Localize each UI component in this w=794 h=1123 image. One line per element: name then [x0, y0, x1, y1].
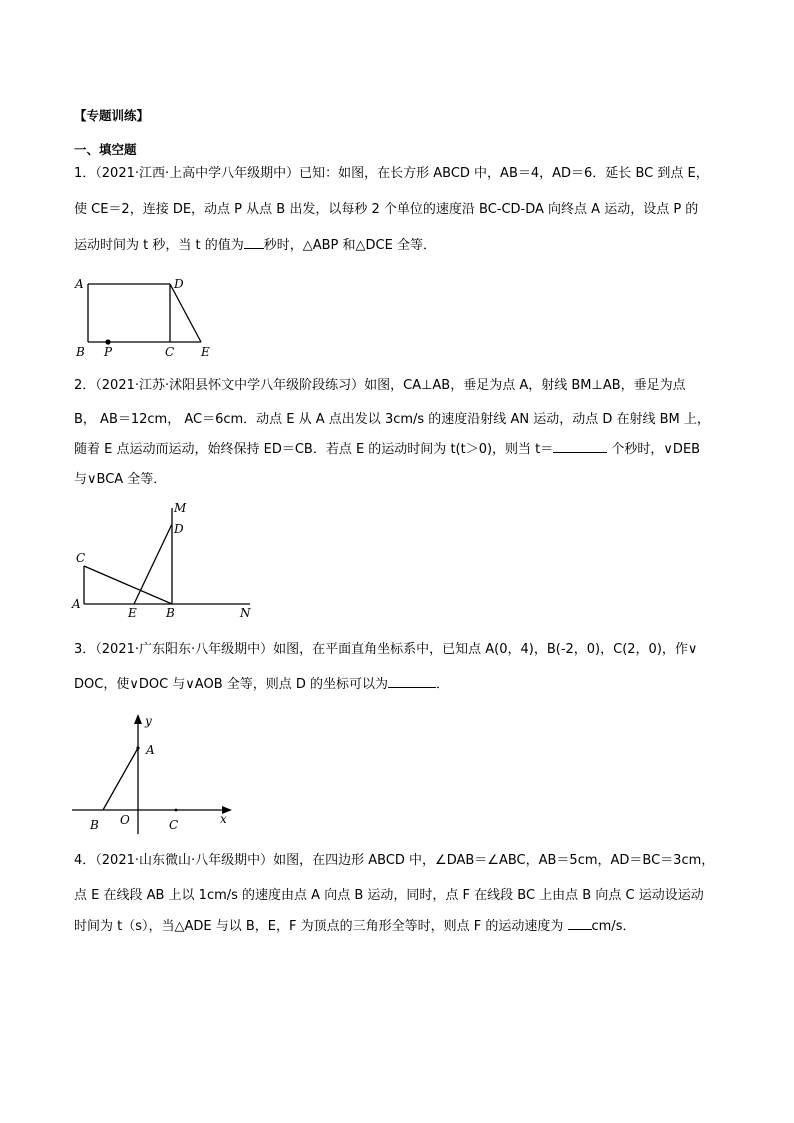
- q1-label-e: E: [201, 345, 210, 359]
- section-title: 一、填空题: [74, 142, 137, 157]
- q2-label-d: D: [174, 522, 184, 536]
- q1-label-a: A: [75, 277, 84, 291]
- q3-answer-blank[interactable]: [388, 687, 436, 688]
- q3-line2-end: ．: [436, 677, 450, 692]
- q2-label-n: N: [240, 606, 251, 620]
- q2-label-b: B: [166, 606, 175, 620]
- q2-label-e: E: [128, 606, 137, 620]
- q1-label-b: B: [76, 345, 85, 359]
- q3-label-b: B: [90, 818, 99, 832]
- q4-answer-blank[interactable]: [568, 929, 592, 930]
- q3-line1: 3．（2021·广东阳东·八年级期中）如图，在平面直角坐标系中，已知点 A(0，4)，B(-2，0)，C(2，0)，作∨: [74, 642, 698, 657]
- q1-answer-blank[interactable]: [244, 248, 264, 249]
- q2-line3: [74, 441, 700, 459]
- q2-line3-end: 个秒时，∨DEB: [607, 442, 701, 457]
- q4-line3-end: cm/s．: [591, 919, 636, 934]
- q2-line4: 与∨BCA 全等．: [74, 472, 167, 487]
- q3-label-a: A: [146, 743, 155, 757]
- q3-line2: [74, 676, 449, 694]
- q1-line1: 1．（2021·江西·上高中学八年级期中）已知：如图，在长方形 ABCD 中，AB＝4，AD＝6．延长 BC 到点 E，: [74, 166, 709, 181]
- q3-coordinate-figure: [66, 708, 246, 840]
- q1-line3-end: 秒时，△ABP 和△DCE 全等．: [263, 238, 436, 253]
- q3-line2-start: DOC，使∨DOC 与∨AOB 全等，则点 D 的坐标可以为: [74, 677, 389, 692]
- worksheet-header: 【专题训练】: [74, 108, 150, 123]
- q1-line3: [74, 237, 436, 255]
- q2-line3-start: 随着 E 点运动而运动，始终保持 ED＝CB．若点 E 的运动时间为 t(t＞0)，则当 t＝: [74, 442, 554, 457]
- q3-label-y: y: [145, 714, 152, 728]
- q2-label-a: A: [72, 597, 81, 611]
- q3-label-x: x: [220, 812, 227, 826]
- q2-answer-blank[interactable]: [553, 452, 607, 453]
- q1-rectangle-figure: [70, 272, 220, 364]
- q2-line1: 2．（2021·江苏·沭阳县怀文中学八年级阶段练习）如图，CA⊥AB，垂足为点 A，射线 BM⊥AB，垂足为点: [74, 378, 686, 393]
- q2-label-m: M: [174, 501, 187, 515]
- q3-label-o: O: [120, 813, 130, 827]
- q4-line3-start: 时间为 t（s），当△ADE 与以 B，E，F 为顶点的三角形全等时，则点 F 的运动速度为: [74, 919, 568, 934]
- q1-label-p: P: [104, 345, 113, 359]
- q4-line1: 4．（2021·山东微山·八年级期中）如图，在四边形 ABCD 中，∠DAB＝∠ABC，AB＝5cm，AD＝BC＝3cm，: [74, 853, 715, 868]
- q2-label-c: C: [76, 551, 86, 565]
- q4-line3: [74, 918, 635, 936]
- q1-label-c: C: [165, 345, 175, 359]
- q2-figure: [70, 500, 265, 620]
- q2-line2: B， AB＝12cm， AC＝6cm．动点 E 从 A 点出发以 3cm/s 的速度沿射线 AN 运动，动点 D 在射线 BM 上，: [74, 412, 710, 427]
- point-p-marker: [105, 339, 110, 344]
- q3-label-c: C: [169, 818, 179, 832]
- q1-line2: 使 CE＝2，连接 DE，动点 P 从点 B 出发，以每秒 2 个单位的速度沿 BC-CD-DA 向终点 A 运动，设点 P 的: [74, 202, 699, 217]
- q1-line3-start: 运动时间为 t 秒，当 t 的值为: [74, 238, 244, 253]
- q4-line2: 点 E 在线段 AB 上以 1cm/s 的速度由点 A 向点 B 运动，同时，点 F 在线段 BC 上由点 B 向点 C 运动设运动: [74, 888, 704, 903]
- q1-label-d: D: [174, 277, 184, 291]
